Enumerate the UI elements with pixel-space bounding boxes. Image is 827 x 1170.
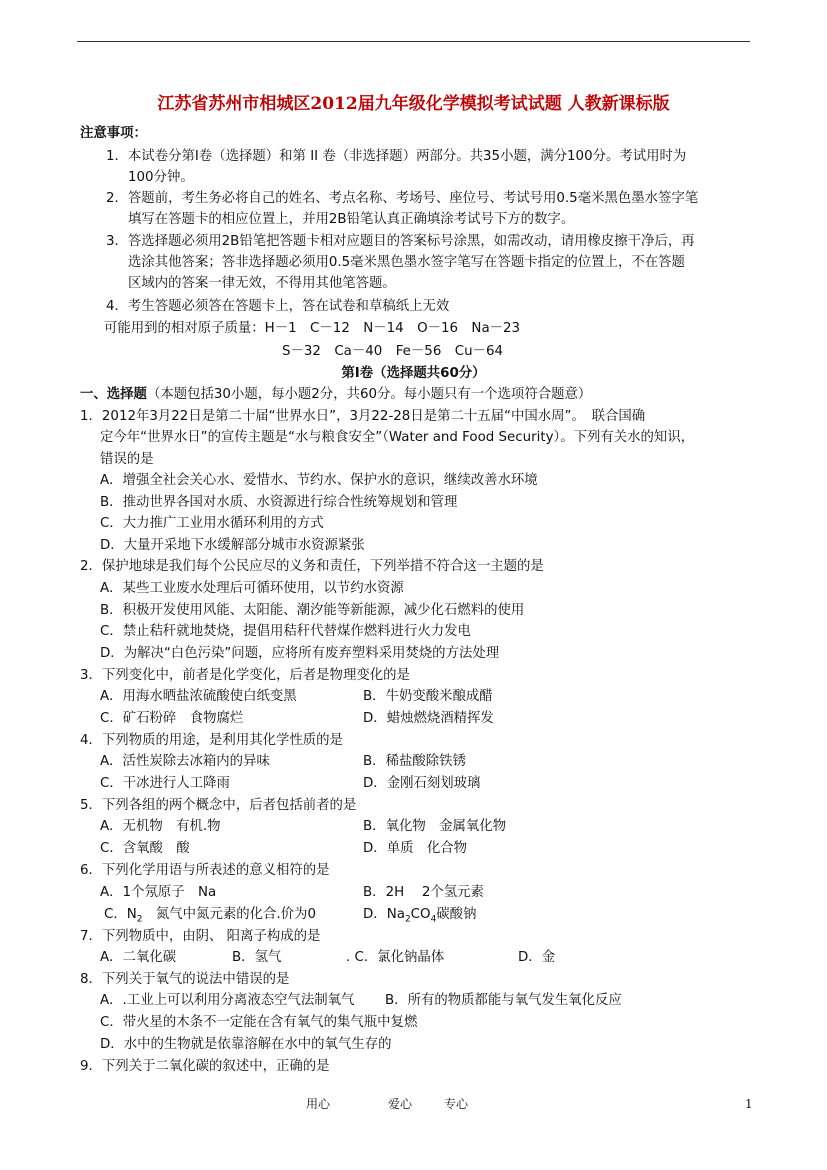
option: C．大力推广工业用水循环利用的方式 xyxy=(100,516,324,531)
option xyxy=(363,906,476,929)
option-text: 碳酸钠 xyxy=(436,907,477,922)
option: C．带火星的木条不一定能在含有氧气的集气瓶中复燃 xyxy=(100,1015,418,1030)
question-stem: 3．下列变化中，前者是化学变化，后者是物理变化的是 xyxy=(80,668,410,683)
question-stem: 5．下列各组的两个概念中，后者包括前者的是 xyxy=(80,798,357,813)
option: B．牛奶变酸米酿成醋 xyxy=(363,689,493,704)
option: C．禁止秸秆就地焚烧，提倡用秸秆代替煤作燃料进行火力发电 xyxy=(100,624,471,639)
question-stem: 7．下列物质中，由阴、 阳离子构成的是 xyxy=(80,929,321,944)
option: D．水中的生物就是依靠溶解在水中的氧气生存的 xyxy=(100,1037,392,1052)
option-text: D．Na xyxy=(363,907,405,922)
option: B．2H 2个氢元素 xyxy=(363,885,484,900)
notice-item: 100分钟。 xyxy=(128,170,194,185)
notice-item: 填写在答题卡的相应位置上，并用2B铅笔认真正确填涂考试号下方的数字。 xyxy=(128,212,575,227)
question-stem: 8．下列关于氧气的说法中错误的是 xyxy=(80,972,290,987)
page-number: 1 xyxy=(745,1097,753,1111)
option: D．金刚石刻划玻璃 xyxy=(363,776,481,791)
option: B．稀盐酸除铁锈 xyxy=(363,754,466,769)
notice-item: 选涂其他答案；答非选择题必须用0.5毫米黑色墨水签字笔写在答题卡指定的位置上，不在答题 xyxy=(128,255,685,270)
question-stem: 6．下列化学用语与所表述的意义相符的是 xyxy=(80,863,330,878)
option: B．所有的物质都能与氧气发生氧化反应 xyxy=(385,993,622,1008)
notice-item: 4．考生答题必须答在答题卡上，答在试卷和草稿纸上无效 xyxy=(106,299,450,314)
option: A．用海水晒盐浓硫酸使白纸变黑 xyxy=(100,689,297,704)
option: A．二氧化碳 xyxy=(100,950,177,965)
option: D．蜡烛燃烧酒精挥发 xyxy=(363,711,494,726)
option-text: CO xyxy=(410,907,431,922)
option: . C．氯化钠晶体 xyxy=(346,950,445,965)
atomic-mass-line: 可能用到的相对原子质量：H－1 C－12 N－14 O－16 Na－23 xyxy=(104,321,521,336)
option: A．活性炭除去冰箱内的异味 xyxy=(100,754,270,769)
question-stem: 2．保护地球是我们每个公民应尽的义务和责任，下列举措不符合这一主题的是 xyxy=(80,559,544,574)
option: B．氢气 xyxy=(232,950,282,965)
option: C．干冰进行人工降雨 xyxy=(100,776,230,791)
option: C．矿石粉碎 食物腐烂 xyxy=(100,711,244,726)
section-heading xyxy=(80,386,591,404)
part1-title: 第Ⅰ卷（选择题共60分） xyxy=(341,366,486,381)
option: A．.工业上可以利用分离液态空气法制氧气 xyxy=(100,993,355,1008)
section-desc: （本题包括30小题，每小题2分，共60分。每小题只有一个选项符合题意） xyxy=(146,387,592,402)
option: A．某些工业废水处理后可循环使用，以节约水资源 xyxy=(100,581,404,596)
option: A．1个氖原子 Na xyxy=(100,885,217,900)
option: D．单质 化合物 xyxy=(363,841,468,856)
notice-item: 3．答选择题必须用2B铅笔把答题卡相对应题目的答案标号涂黑，如需改动，请用橡皮擦干净后，再 xyxy=(106,234,695,249)
subscript: 2 xyxy=(136,914,143,925)
header-rule xyxy=(77,41,750,42)
subscript: 2 xyxy=(404,914,411,925)
option: B．积极开发使用风能、太阳能、潮汐能等新能源，减少化石燃料的使用 xyxy=(100,603,525,618)
option: B．氧化物 金属氧化物 xyxy=(363,819,507,834)
notice-item: 区域内的答案一律无效，不得用其他笔答题。 xyxy=(128,276,396,291)
option xyxy=(104,906,316,929)
notice-item: 2．答题前，考生务必将自己的姓名、考点名称、考场号、座位号、考试号用0.5毫米黑色墨水签字笔 xyxy=(106,191,699,206)
option: D．为解决“白色污染”问题，应将所有废弃塑料采用焚烧的方法处理 xyxy=(100,646,500,661)
question-stem: 1．2012年3月22日是第二十届“世界水日”，3月22-28日是第二十五届“中国水周”。 联合国确 xyxy=(80,409,646,424)
option: A．增强全社会关心水、爱惜水、节约水、保护水的意识，继续改善水环境 xyxy=(100,473,538,488)
notice-item: 1．本试卷分第Ⅰ卷（选择题）和第 II 卷（非选择题）两部分。共35小题，满分100分。考试用时为 xyxy=(106,149,687,164)
section-label: 一、选择题 xyxy=(80,387,147,402)
notice-heading: 注意事项： xyxy=(80,126,147,141)
question-stem: 9．下列关于二氧化碳的叙述中，正确的是 xyxy=(80,1059,330,1074)
question-stem: 4．下列物质的用途，是利用其化学性质的是 xyxy=(80,733,343,748)
option: D．大量开采地下水缓解部分城市水资源紧张 xyxy=(100,538,365,553)
atomic-mass-line: S－32 Ca－40 Fe－56 Cu－64 xyxy=(282,344,503,359)
option: D．金 xyxy=(518,950,556,965)
option: C．含氧酸 酸 xyxy=(100,841,190,856)
subscript: 4 xyxy=(430,914,437,925)
option: B．推动世界各国对水质、水资源进行综合性统筹规划和管理 xyxy=(100,495,458,510)
question-stem: 错误的是 xyxy=(100,452,154,467)
document-title: 江苏省苏州市相城区2012届九年级化学模拟考试试题 人教新课标版 xyxy=(157,94,670,114)
option-text: 氮气中氮元素的化合.价为0 xyxy=(142,907,316,922)
footer-text: 用心 xyxy=(306,1097,331,1111)
footer-text: 爱心 xyxy=(388,1097,413,1111)
footer-text: 专心 xyxy=(444,1097,469,1111)
option-text: C．N xyxy=(104,907,137,922)
option: A．无机物 有机.物 xyxy=(100,819,221,834)
question-stem: 定今年“世界水日”的宣传主题是“水与粮食安全”（Water and Food Security）。下列有关水的知识， xyxy=(100,430,695,445)
